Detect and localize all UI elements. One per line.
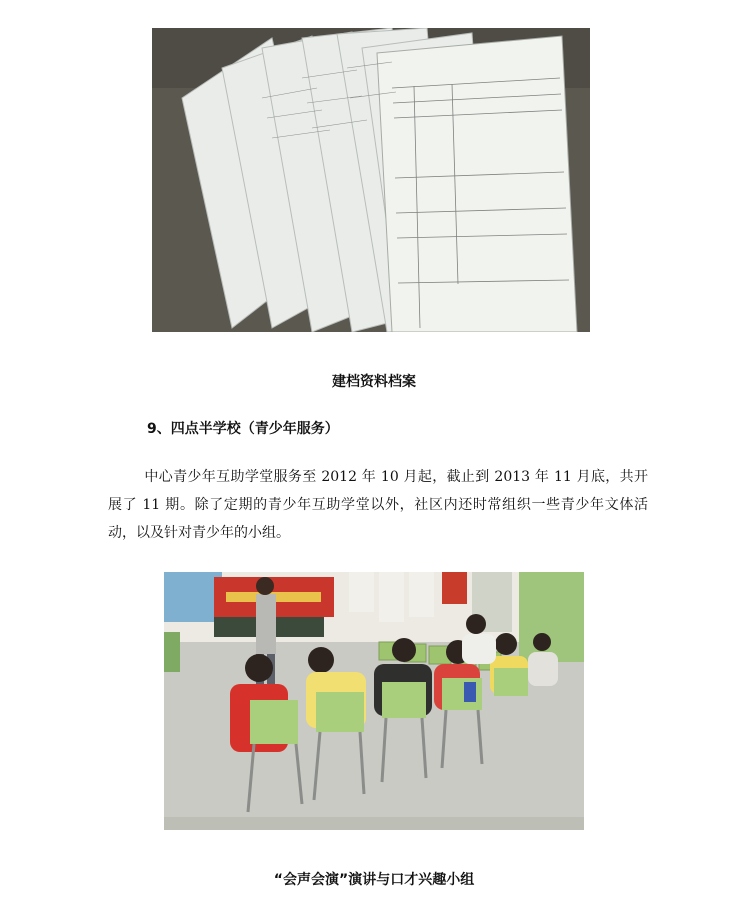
archive-photo-caption: 建档资料档案 [332, 374, 416, 390]
speech-group-caption: “会声会演”演讲与口才兴趣小组 [273, 872, 475, 888]
archive-documents-illustration [152, 28, 590, 332]
classroom-illustration [164, 572, 584, 830]
speech-group-photo [164, 572, 584, 830]
archive-documents-photo [152, 28, 590, 332]
section-heading: 9、四点半学校（青少年服务） [147, 421, 339, 437]
section-paragraph: 中心青少年互助学堂服务至 2012 年 10 月起，截止到 2013 年 11 月底，共开展了 11 期。除了定期的青少年互助学堂以外，社区内还时常组织一些青少年文体活动，以及针对青少年的小组。 [108, 469, 648, 541]
